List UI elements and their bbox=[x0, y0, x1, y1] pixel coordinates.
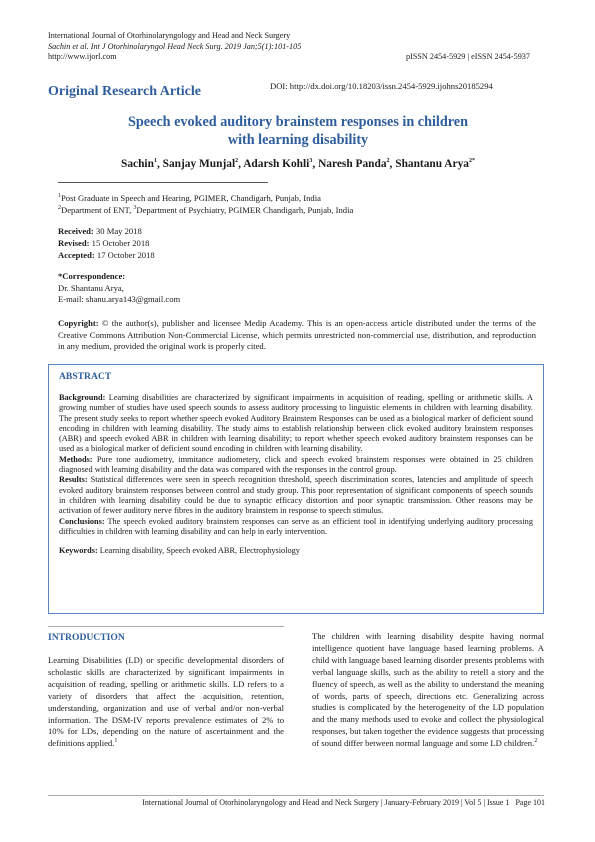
revised-date: Revised: 15 October 2018 bbox=[58, 238, 150, 249]
footer: International Journal of Otorhinolaryngology and Head and Neck Surgery | January-February 2019 | Vol 5 | Issue 1 Page 101 bbox=[142, 798, 545, 807]
author-divider bbox=[58, 182, 268, 183]
introduction-heading-rule bbox=[48, 626, 284, 627]
correspondence-name: Dr. Shantanu Arya, bbox=[58, 282, 124, 293]
author: Naresh Panda$^2$, bbox=[318, 158, 396, 170]
introduction-col-2: The children with learning disability despite having normal intelligence quotient have language based learning problems. A child with language based learning disorder presents problems with verbal language skills, such as the ability to retell a story and the fluency of speech, as well as the ability to understand the meaning of words, parts of speech, directions etc. Generalizing across studies is complicated by the heterogeneity of the LD population and the many methods used to evoke and collect the physiological responses, but taken together the evidence suggests that processing of sound differ between normal language and some LD children.$^2$ bbox=[312, 631, 544, 749]
abstract-box bbox=[48, 364, 544, 614]
accepted-date: Accepted: 17 October 2018 bbox=[58, 250, 155, 261]
doi[interactable]: DOI: http://dx.doi.org/10.18203/issn.2454-5929.ijohns20185294 bbox=[270, 81, 493, 91]
affiliation-1: $^1$Post Graduate in Speech and Hearing, PGIMER, Chandigarh, Punjab, India bbox=[58, 193, 321, 203]
abstract-keywords: Keywords: Learning disability, Speech evoked ABR, Electrophysiology bbox=[59, 546, 300, 556]
citation: Sachin et al. Int J Otorhinolaryngol Head Neck Surg. 2019 Jan;5(1):101-105 bbox=[48, 41, 302, 51]
correspondence-label: *Correspondence: bbox=[58, 271, 126, 281]
footer-issue: January-February 2019 bbox=[384, 798, 459, 807]
footer-number: Issue 1 bbox=[486, 798, 510, 807]
abstract-background: Background: Learning disabilities are characterized by significant impairments in acquisition of reading, spelling or arithmetic skills. A growing number of studies have used speech sounds to assess auditory processing to linguistic elements in children with learning disability. The present study seeks to report whether speech evoked Auditory Brainstem Responses can be used as a biological marker of deficient sound encoding in children with learning disability. The study aims to establish relationship between click evoked auditory brainstem responses (ABR) and speech evoked ABR in children with learning disability; to report whether speech evoked auditory brainstem responses can be used as a biological marker of deficient sound encoding in children with learning disability. bbox=[59, 393, 533, 454]
abstract-methods: Methods: Pure tone audiometry, immitance audiometery, click and speech evoked brainstem responses were obtained in 25 children diagnosed with learning disability and the data was compared with the responses in the control group. bbox=[59, 454, 534, 475]
article-title bbox=[48, 114, 548, 149]
journal-name: International Journal of Otorhinolaryngology and Head and Neck Surgery bbox=[48, 31, 291, 40]
footer-page: Page 101 bbox=[515, 798, 545, 807]
received-date: Received: 30 May 2018 bbox=[58, 226, 142, 236]
journal-url[interactable]: http://www.ijorl.com bbox=[48, 52, 117, 61]
title-line-1: Speech evoked auditory brainstem responses in children bbox=[127, 114, 468, 130]
abstract-heading: ABSTRACT bbox=[59, 371, 112, 382]
author: Sachin$^1$, bbox=[121, 158, 163, 170]
introduction-col-1: Learning Disabilities (LD) or specific developmental disorders of scholastic skills are characterized by significant impairments in acquisition of reading, spelling or arithmetic skills. LD refers to a variety of disorders that affect the acquisition, retention, understanding, organization and use of verbal and/or non-verbal information. The DSM-IV reports prevalence estimates of 2% to 10% for LDs, depending on the nature of ascertainment and the definitions applied.$^1$ bbox=[48, 655, 284, 749]
introduction-heading: INTRODUCTION bbox=[48, 632, 125, 643]
abstract-body bbox=[59, 393, 533, 556]
copyright: Copyright: © the author(s), publisher and licensee Medip Academy. This is an open-access article distributed under the terms of the Creative Commons Attribution Non-Commercial License, which permits unrestricted non-commercial use, distribution, and reproduction in any medium, provided the original work is properly cited. bbox=[58, 318, 536, 352]
affiliations bbox=[58, 192, 538, 216]
author: Shantanu Arya$^{2*}$ bbox=[395, 158, 475, 170]
authors bbox=[48, 158, 548, 170]
abstract-results: Results: Statistical differences were seen in speech recognition threshold, speech discrimination scores, latencies and amplitude of speech evoked auditory brainstem responses between control and study group. This poor representation of significant components of speech sounds in children with learning disability could be due to synaptic efficacy distortion and poor synaptic transmission. Other reasons may be activation of fewer auditory nerve fibres in the auditory brainstem in response to speech stimulus. bbox=[59, 475, 534, 516]
dates bbox=[58, 225, 155, 262]
abstract-conclusions: Conclusions: The speech evoked auditory brainstem responses can serve as an efficient tool in identifying underlying auditory processing difficulties in children with learning disability and can help in early intervention. bbox=[59, 516, 533, 536]
issn: pISSN 2454-5929 | eISSN 2454-5937 bbox=[406, 52, 530, 61]
author: Adarsh Kohli$^3$, bbox=[243, 158, 319, 170]
author: Sanjay Munjal$^2$, bbox=[162, 158, 244, 170]
correspondence bbox=[58, 271, 180, 306]
footer-rule bbox=[48, 795, 544, 796]
footer-volume: Vol 5 bbox=[464, 798, 482, 807]
article-type: Original Research Article bbox=[48, 84, 201, 99]
correspondence-email[interactable]: E-mail: shanu.arya143@gmail.com bbox=[58, 294, 181, 305]
affiliation-2: $^2$Department of ENT, $^3$Department of Psychiatry, PGIMER Chandigarh, Punjab, India bbox=[58, 205, 354, 215]
footer-journal: International Journal of Otorhinolaryngology and Head and Neck Surgery bbox=[142, 798, 379, 807]
title-line-2: with learning disability bbox=[227, 131, 369, 148]
